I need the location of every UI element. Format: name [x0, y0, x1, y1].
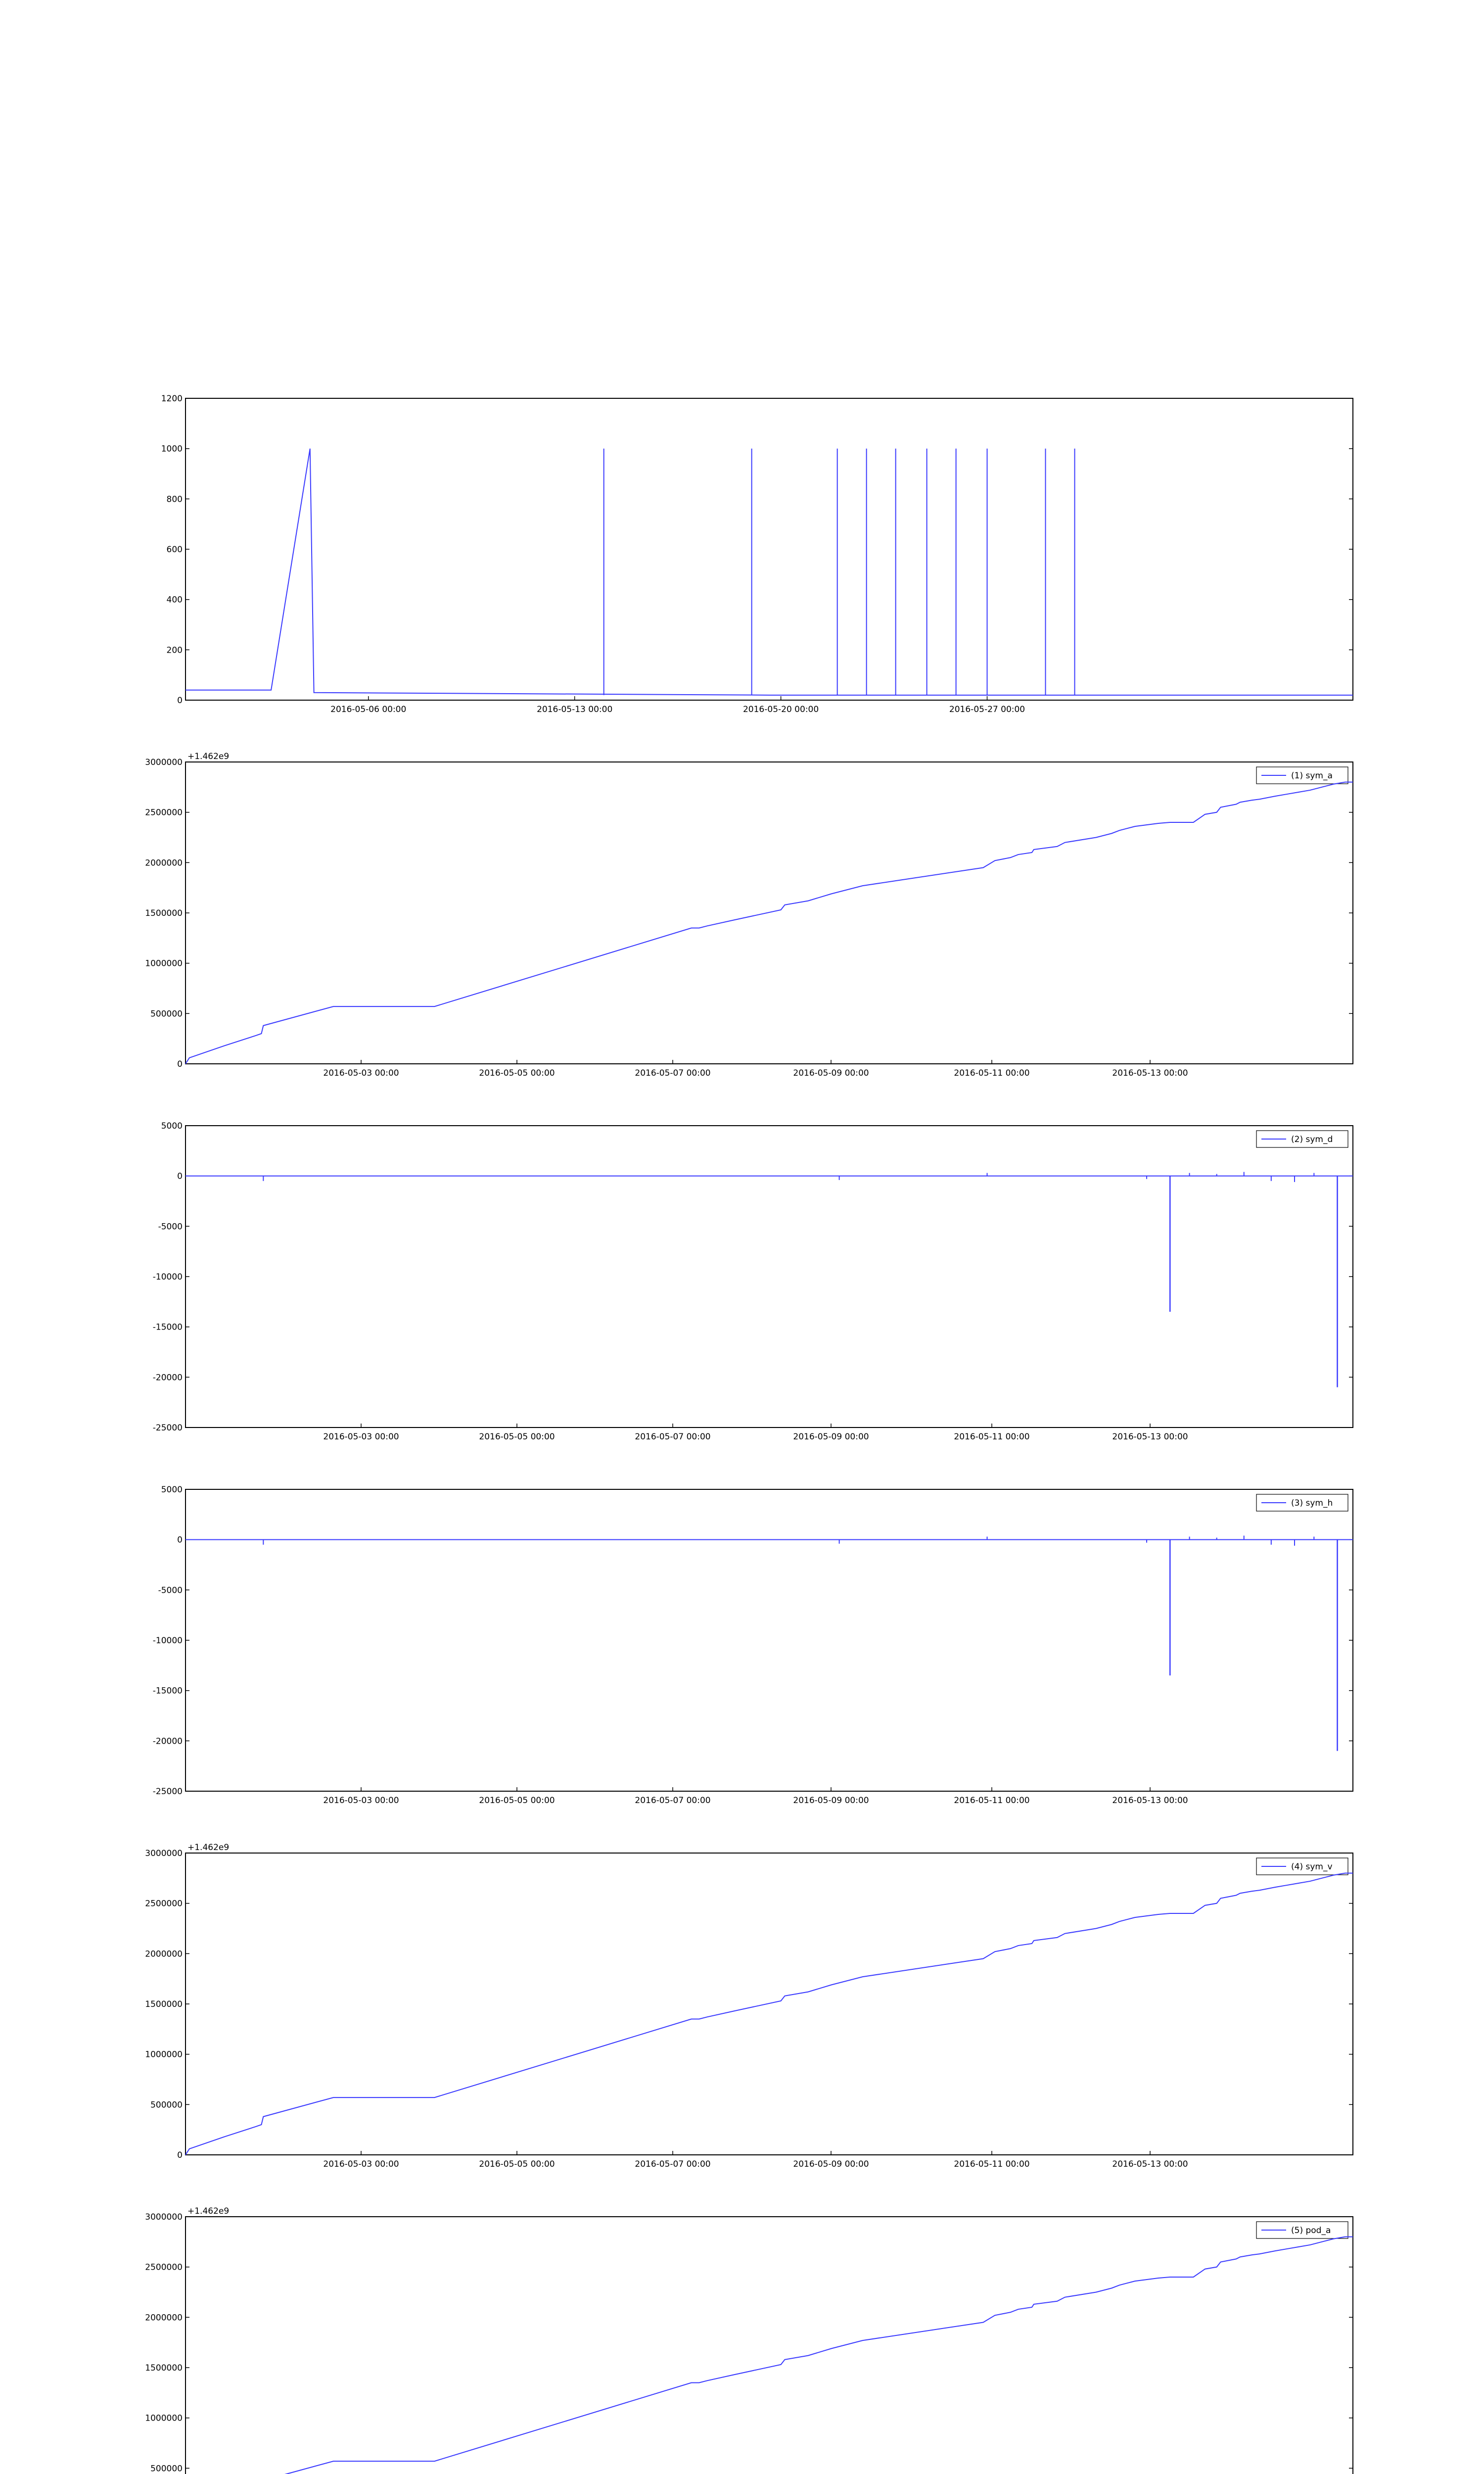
y-tick-label: 500000: [150, 2100, 183, 2110]
y-tick-label: 0: [177, 2150, 183, 2160]
chart-panel-4: [145, 1843, 1353, 2169]
x-tick-label: 2016-05-11 00:00: [954, 1796, 1030, 1806]
y-tick-label: 1000000: [145, 958, 183, 969]
legend-label: (2) sym_d: [1291, 1135, 1333, 1144]
y-tick-label: 1200: [161, 394, 183, 404]
plot-frame: [186, 398, 1353, 700]
legend-label: (4) sym_v: [1291, 1862, 1333, 1872]
plot-frame: [186, 1126, 1353, 1427]
x-tick-label: 2016-05-07 00:00: [635, 2159, 711, 2169]
y-tick-label: 3000000: [145, 1849, 183, 1858]
x-tick-label: 2016-05-27 00:00: [949, 705, 1025, 714]
y-tick-label: 200: [166, 645, 183, 656]
y-tick-label: 500000: [150, 2464, 183, 2474]
y-tick-label: 5000: [161, 1121, 183, 1131]
y-tick-label: -10000: [152, 1636, 183, 1646]
y-tick-label: -15000: [152, 1322, 183, 1332]
y-tick-label: 1500000: [145, 908, 183, 918]
y-tick-label: 500000: [150, 1009, 183, 1019]
legend: [1256, 1131, 1348, 1147]
x-tick-label: 2016-05-06 00:00: [330, 705, 407, 714]
series-line: [186, 782, 1353, 1064]
y-tick-label: 400: [166, 595, 183, 605]
x-tick-label: 2016-05-11 00:00: [954, 1432, 1030, 1442]
x-tick-label: 2016-05-11 00:00: [954, 2159, 1030, 2169]
y-tick-label: 600: [166, 545, 183, 555]
y-tick-label: -15000: [152, 1686, 183, 1696]
x-tick-label: 2016-05-09 00:00: [793, 1068, 869, 1078]
legend: [1256, 1494, 1348, 1511]
y-tick-label: 5000: [161, 1485, 183, 1495]
y-tick-label: 1000000: [145, 2413, 183, 2424]
y-tick-label: -25000: [152, 1423, 183, 1433]
y-tick-label: 800: [166, 494, 183, 505]
x-tick-label: 2016-05-07 00:00: [635, 1432, 711, 1442]
x-tick-label: 2016-05-13 00:00: [1112, 1432, 1188, 1442]
y-tick-label: 0: [177, 1059, 183, 1069]
y-tick-label: 2500000: [145, 1899, 183, 1909]
legend: [1256, 1858, 1348, 1875]
x-tick-label: 2016-05-05 00:00: [479, 1432, 555, 1442]
x-tick-label: 2016-05-13 00:00: [537, 705, 613, 714]
x-tick-label: 2016-05-13 00:00: [1112, 1796, 1188, 1806]
x-tick-label: 2016-05-05 00:00: [479, 1796, 555, 1806]
y-tick-label: 2000000: [145, 2313, 183, 2323]
x-tick-label: 2016-05-09 00:00: [793, 1796, 869, 1806]
offset-label: +1.462e9: [187, 1843, 230, 1853]
chart-panel-2: [153, 1121, 1353, 1442]
x-tick-label: 2016-05-07 00:00: [635, 1068, 711, 1078]
chart-panels: [145, 394, 1353, 2474]
x-tick-label: 2016-05-05 00:00: [479, 1068, 555, 1078]
series-line: [186, 449, 1353, 695]
y-tick-label: -20000: [152, 1736, 183, 1747]
y-tick-label: 2500000: [145, 808, 183, 818]
x-tick-label: 2016-05-03 00:00: [323, 2159, 399, 2169]
chart-panel-1: [145, 752, 1353, 1078]
x-tick-label: 2016-05-05 00:00: [479, 2159, 555, 2169]
x-tick-label: 2016-05-11 00:00: [954, 1068, 1030, 1078]
offset-label: +1.462e9: [187, 752, 230, 761]
y-tick-label: -10000: [152, 1272, 183, 1282]
y-tick-label: -5000: [158, 1585, 183, 1596]
y-tick-label: 1000000: [145, 2049, 183, 2060]
x-tick-label: 2016-05-03 00:00: [323, 1796, 399, 1806]
x-tick-label: 2016-05-09 00:00: [793, 2159, 869, 2169]
legend: [1256, 767, 1348, 784]
chart-panel-0: [161, 394, 1353, 714]
y-tick-label: 3000000: [145, 2212, 183, 2222]
x-tick-label: 2016-05-03 00:00: [323, 1432, 399, 1442]
chart-panel-5: [145, 2206, 1353, 2474]
chart-panel-3: [153, 1485, 1353, 1806]
y-tick-label: -5000: [158, 1222, 183, 1232]
x-tick-label: 2016-05-03 00:00: [323, 1068, 399, 1078]
x-tick-label: 2016-05-20 00:00: [742, 705, 819, 714]
plot-frame: [186, 1489, 1353, 1791]
legend: [1256, 2222, 1348, 2238]
plot-frame: [186, 2217, 1353, 2474]
y-tick-label: -20000: [152, 1373, 183, 1383]
y-tick-label: 2000000: [145, 1949, 183, 1959]
legend-label: (3) sym_h: [1291, 1498, 1333, 1508]
y-tick-label: 1500000: [145, 1999, 183, 2009]
y-tick-label: 2500000: [145, 2262, 183, 2273]
x-tick-label: 2016-05-09 00:00: [793, 1432, 869, 1442]
y-tick-label: 0: [177, 696, 183, 706]
x-tick-label: 2016-05-07 00:00: [635, 1796, 711, 1806]
x-tick-label: 2016-05-13 00:00: [1112, 1068, 1188, 1078]
y-tick-label: 3000000: [145, 758, 183, 767]
y-tick-label: 1500000: [145, 2363, 183, 2373]
legend-label: (5) pod_a: [1291, 2226, 1331, 2236]
legend-label: (1) sym_a: [1291, 771, 1333, 781]
y-tick-label: -25000: [152, 1787, 183, 1797]
y-tick-label: 2000000: [145, 858, 183, 868]
y-tick-label: 1000: [161, 444, 183, 454]
y-tick-label: 0: [177, 1535, 183, 1545]
x-tick-label: 2016-05-13 00:00: [1112, 2159, 1188, 2169]
offset-label: +1.462e9: [187, 2206, 230, 2216]
series-line: [186, 1873, 1353, 2155]
y-tick-label: 0: [177, 1171, 183, 1182]
series-line: [186, 2237, 1353, 2474]
